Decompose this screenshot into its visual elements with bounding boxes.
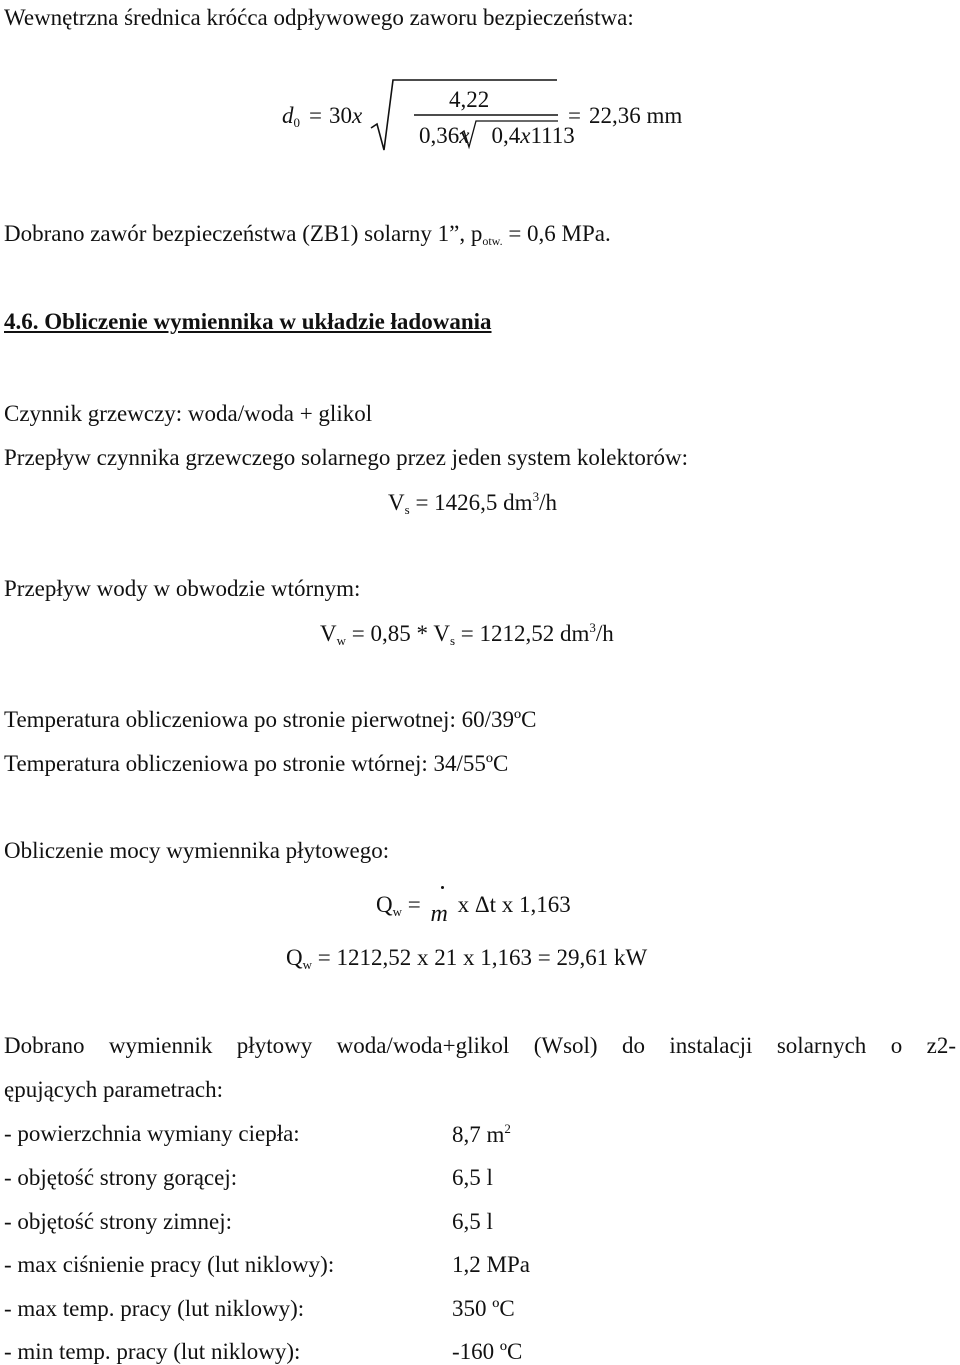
den-a: 0,36: [419, 123, 460, 148]
param-label: - max ciśnienie pracy (lut niklowy):: [4, 1252, 335, 1277]
exchanger-text-line1: Dobrano wymiennik płytowy woda/woda+glikol (Wsol) do instalacji solarnych o z2-: [4, 1033, 956, 1058]
valve-text: Dobrano zawór bezpieczeństwa (ZB1) solarny 1”, p: [4, 221, 483, 246]
qw-result-value: = 1212,52 x 21 x 1,163 = 29,61 kW: [312, 945, 648, 970]
formula-equals-2: =: [568, 103, 581, 128]
flow-secondary-label: Przepływ wody w obwodzie wtórnym:: [4, 576, 361, 601]
qw-formula: [376, 892, 571, 927]
temp-primary: Temperatura obliczeniowa po stronie pierwotnej: 60/39ºC: [4, 707, 537, 732]
param-value: -160 ºC: [452, 1339, 523, 1364]
formula-coef-x: x: [352, 103, 363, 128]
section-heading: 4.6. Obliczenie wymiennika w układzie ładowania: [4, 309, 492, 334]
qw-subscript: w: [392, 904, 403, 919]
qw-mass-flow: m: [430, 901, 448, 927]
param-value-text: 8,7 m: [452, 1122, 505, 1147]
param-value: 6,5 l: [452, 1209, 493, 1234]
power-label: Obliczenie mocy wymiennika płytowego:: [4, 838, 390, 863]
formula-lhs-subscript: 0: [293, 115, 300, 130]
medium-text: Czynnik grzewczy: woda/woda + glikol: [4, 401, 373, 426]
vw-subscript-2: s: [449, 633, 455, 648]
vw-subscript: w: [336, 633, 347, 648]
qw-equals: =: [402, 892, 427, 917]
vw-symbol: V: [320, 621, 337, 646]
vs-value: = 1426,5 dm: [409, 490, 533, 515]
mass-flow-dot: [441, 886, 444, 889]
inner-radical: [460, 121, 558, 147]
formula-equals: =: [309, 103, 322, 128]
den-b: 0,4: [491, 123, 521, 148]
param-value: 350 ºC: [452, 1296, 515, 1321]
flow-primary-label: Przepływ czynnika grzewczego solarnego przez jeden system kolektorów:: [4, 445, 688, 470]
den-c: 1113: [530, 123, 575, 148]
qw-result: [286, 946, 647, 971]
valve-subscript: otw.: [482, 234, 503, 248]
formula-result: 22,36 mm: [589, 103, 683, 128]
qw-symbol: Q: [376, 892, 393, 917]
param-label: - min temp. pracy (lut niklowy):: [4, 1339, 301, 1364]
den-x1: x: [459, 123, 470, 148]
vw-middle: = 0,85 * V: [346, 621, 450, 646]
qw-rest: x Δt x 1,163: [451, 892, 571, 917]
exchanger-text-line2: ępujących parametrach:: [4, 1077, 224, 1102]
qw-result-symbol: Q: [286, 945, 303, 970]
param-label: - powierzchnia wymiany ciepła:: [4, 1121, 300, 1146]
param-label: - objętość strony zimnej:: [4, 1209, 233, 1234]
formula-numerator: 4,22: [449, 87, 490, 112]
vw-value: = 1212,52 dm: [455, 621, 590, 646]
param-label: - objętość strony gorącej:: [4, 1165, 238, 1190]
sqrt-symbols: [0, 0, 960, 200]
valve-selection-text: [4, 222, 611, 247]
vs-superscript: 3: [532, 489, 540, 504]
valve-pressure: = 0,6 MPa.: [502, 221, 611, 246]
intro-text: Wewnętrzna średnica króćca odpływowego zaworu bezpieczeństwa:: [4, 5, 634, 30]
vs-symbol: V: [388, 490, 405, 515]
vw-unit-tail: /h: [595, 621, 614, 646]
vw-superscript: 3: [589, 620, 596, 635]
formula-coef-value: 30: [329, 103, 352, 128]
qw-result-subscript: w: [302, 957, 313, 972]
param-label: - max temp. pracy (lut niklowy):: [4, 1296, 305, 1321]
den-x2: x: [520, 123, 531, 148]
temp-secondary: Temperatura obliczeniowa po stronie wtórnej: 34/55ºC: [4, 751, 509, 776]
vs-unit-tail: /h: [539, 490, 557, 515]
vs-formula: [388, 490, 557, 516]
param-value: [452, 1122, 511, 1146]
vw-formula: [320, 621, 614, 647]
formula-lhs-symbol: d: [282, 103, 294, 128]
param-value: 1,2 MPa: [452, 1252, 530, 1277]
vs-subscript: s: [404, 502, 410, 517]
param-value: 6,5 l: [452, 1165, 493, 1190]
param-value-sup: 2: [504, 1121, 511, 1136]
